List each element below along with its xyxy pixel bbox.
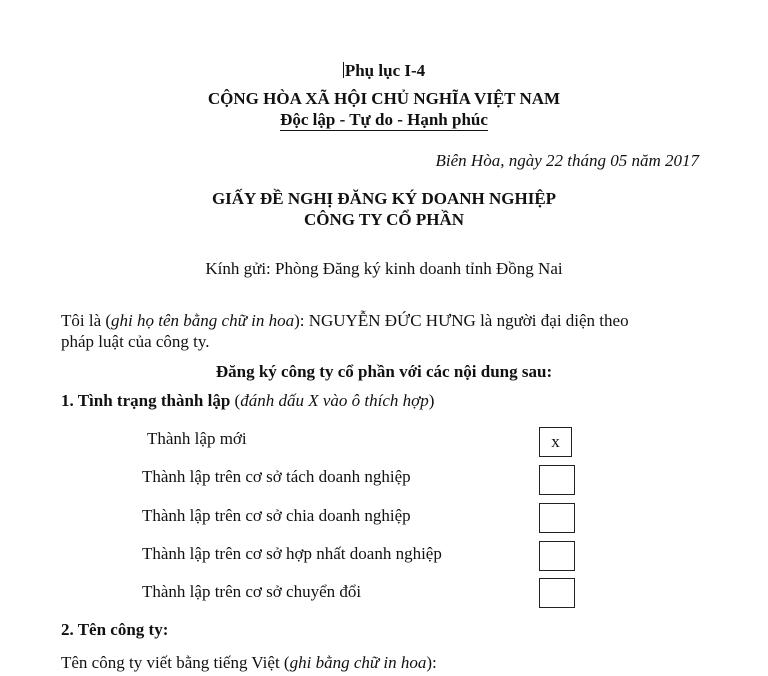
option-label-split: Thành lập trên cơ sở tách doanh nghiệp bbox=[142, 467, 411, 486]
option-checkbox-new[interactable]: x bbox=[539, 427, 572, 457]
declarant-line: Tôi là (ghi họ tên bằng chữ in hoa): NGUYỄN ĐỨC HƯNG là người đại diện theo bbox=[61, 311, 629, 330]
option-label-divide: Thành lập trên cơ sở chia doanh nghiệp bbox=[142, 506, 411, 525]
option-checkbox-convert[interactable] bbox=[539, 578, 575, 608]
place-date-line: Biên Hòa, ngày 22 tháng 05 năm 2017 bbox=[435, 151, 699, 170]
form-title: GIẤY ĐỀ NGHỊ ĐĂNG KÝ DOANH NGHIỆP bbox=[211, 189, 557, 208]
option-checkbox-split[interactable] bbox=[539, 465, 575, 495]
country-heading: CỘNG HÒA XÃ HỘI CHỦ NGHĨA VIỆT NAM bbox=[207, 89, 561, 108]
recipient-line: Kính gửi: Phòng Đăng ký kinh doanh tỉnh Đồng Nai bbox=[205, 259, 563, 278]
section2-heading: 2. Tên công ty: bbox=[61, 620, 169, 639]
option-checkbox-divide[interactable] bbox=[539, 503, 575, 533]
option-label-new: Thành lập mới bbox=[147, 429, 247, 448]
appendix-label: Phụ lục I-4 bbox=[344, 61, 426, 80]
option-label-convert: Thành lập trên cơ sở chuyển đổi bbox=[142, 582, 362, 601]
option-label-merge: Thành lập trên cơ sở hợp nhất doanh nghiệp bbox=[142, 544, 442, 563]
declarant-continuation: pháp luật của công ty. bbox=[61, 332, 210, 351]
motto: Độc lập - Tự do - Hạnh phúc bbox=[280, 110, 488, 129]
vietnamese-name-line: Tên công ty viết bằng tiếng Việt (ghi bằng chữ in hoa): bbox=[61, 653, 437, 672]
form-subtitle: CÔNG TY CỔ PHẦN bbox=[303, 210, 465, 229]
section1-heading: 1. Tình trạng thành lập (đánh dấu X vào ô thích hợp) bbox=[61, 391, 435, 410]
register-heading: Đăng ký công ty cổ phần với các nội dung sau: bbox=[215, 362, 553, 381]
option-checkbox-merge[interactable] bbox=[539, 541, 575, 571]
text-cursor bbox=[343, 62, 344, 78]
